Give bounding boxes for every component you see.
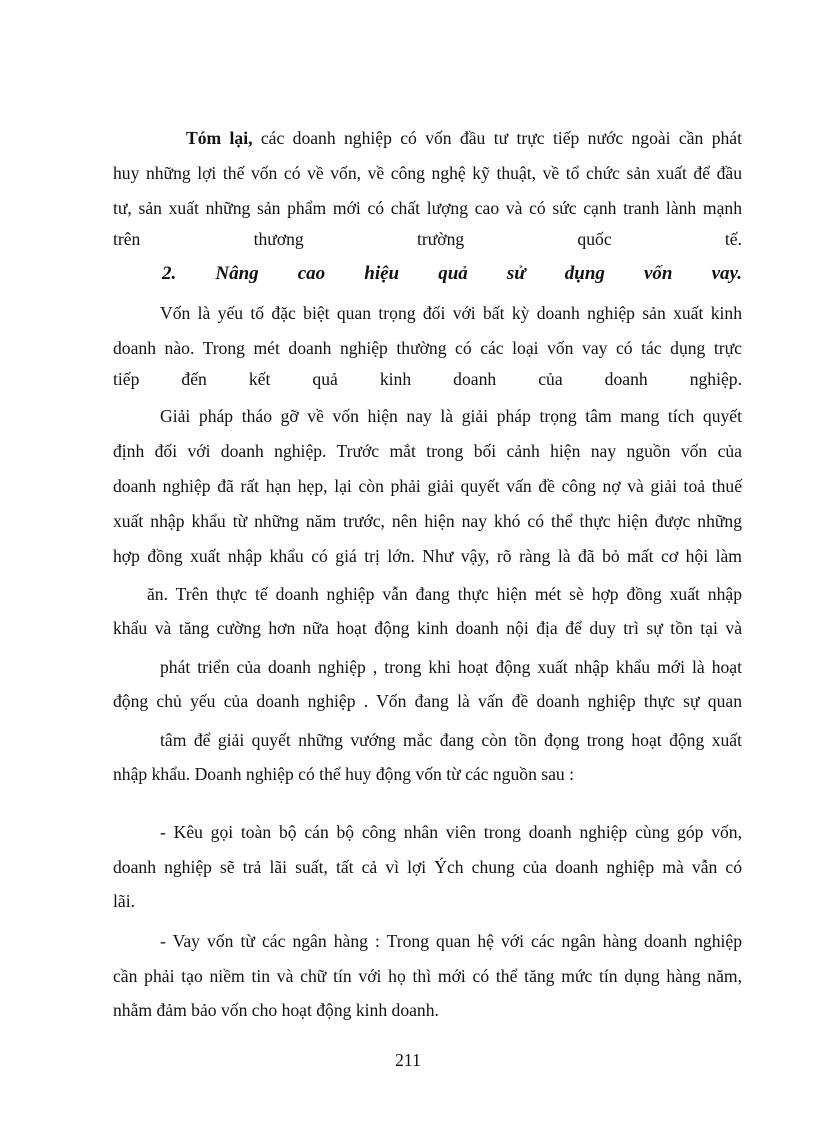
- paragraph-3-line-1: Giải pháp tháo gỡ về vốn hiện nay là giải pháp trọng tâm mang tích quyết: [160, 406, 742, 426]
- paragraph-1-line-4: trên thương trường quốc tế.: [113, 229, 742, 249]
- paragraph-3-line-6: ăn. Trên thực tế doanh nghiệp vẫn đang thực hiện mét sè hợp đồng xuất nhập: [147, 584, 742, 604]
- paragraph-2-line-3: tiếp đến kết quả kinh doanh của doanh nghiệp.: [113, 369, 742, 389]
- paragraph-1-line-1: [186, 127, 742, 149]
- bullet-2-line-1: - Vay vốn từ các ngân hàng : Trong quan hệ với các ngân hàng doanh nghiệp: [160, 931, 742, 951]
- paragraph-2-line-2: doanh nào. Trong mét doanh nghiệp thường có các loại vốn vay có tác dụng trực: [113, 338, 742, 358]
- paragraph-3-line-10: tâm để giải quyết những vướng mắc đang còn tồn đọng trong hoạt động xuất: [160, 730, 742, 750]
- page-number: 211: [395, 1050, 421, 1070]
- paragraph-3-line-5: hợp đồng xuất nhập khẩu có giá trị lớn. Như vậy, rõ ràng là đã bỏ mất cơ hội làm: [113, 546, 742, 566]
- bullet-1-line-3: lãi.: [113, 891, 135, 911]
- paragraph-1-lead: Tóm lại,: [186, 128, 253, 148]
- paragraph-3-line-4: xuất nhập khẩu từ những năm trước, nên hiện nay khó có thể thực hiện được những: [113, 511, 742, 531]
- paragraph-2-line-1: Vốn là yếu tố đặc biệt quan trọng đối với bất kỳ doanh nghiệp sản xuất kinh: [160, 303, 742, 323]
- paragraph-3-line-7: khẩu và tăng cường hơn nữa hoạt động kinh doanh nội địa để duy trì sự tồn tại và: [113, 618, 742, 638]
- paragraph-1-line-1-text: các doanh nghiệp có vốn đầu tư trực tiếp nước ngoài cần phát: [252, 128, 742, 148]
- bullet-1-line-2: doanh nghiệp sẽ trả lãi suất, tất cả vì lợi Ých chung của doanh nghiệp mà vẫn có: [113, 857, 742, 877]
- paragraph-3-line-8: phát triển của doanh nghiệp , trong khi hoạt động xuất nhập khẩu mới là hoạt: [160, 657, 742, 677]
- paragraph-3-line-11: nhập khẩu. Doanh nghiệp có thể huy động vốn từ các nguồn sau :: [113, 764, 575, 784]
- paragraph-1-line-3: tư, sản xuất những sản phẩm mới có chất lượng cao và có sức cạnh tranh lành mạnh: [113, 198, 742, 218]
- bullet-2-line-2: cần phải tạo niềm tin và chữ tín với họ thì mới có thể tăng mức tín dụng hàng năm,: [113, 966, 742, 986]
- paragraph-1-line-2: huy những lợi thế vốn có về vốn, về công nghệ kỹ thuật, về tổ chức sản xuất để đầu: [113, 163, 742, 183]
- bullet-1-line-1: - Kêu gọi toàn bộ cán bộ công nhân viên trong doanh nghiệp cùng góp vốn,: [160, 822, 742, 842]
- section-heading: 2. Nâng cao hiệu quả sử dụng vốn vay.: [162, 263, 742, 284]
- paragraph-3-line-2: định đối với doanh nghiệp. Trước mắt trong bối cảnh hiện nay nguồn vốn của: [113, 441, 742, 461]
- paragraph-3-line-9: động chủ yếu của doanh nghiệp . Vốn đang là vấn đề doanh nghiệp thực sự quan: [113, 691, 742, 711]
- bullet-2-line-3: nhằm đảm bảo vốn cho hoạt động kinh doanh.: [113, 1000, 439, 1020]
- paragraph-3-line-3: doanh nghiệp đã rất hạn hẹp, lại còn phải giải quyết vấn đề công nợ và giải toả thuế: [113, 476, 742, 496]
